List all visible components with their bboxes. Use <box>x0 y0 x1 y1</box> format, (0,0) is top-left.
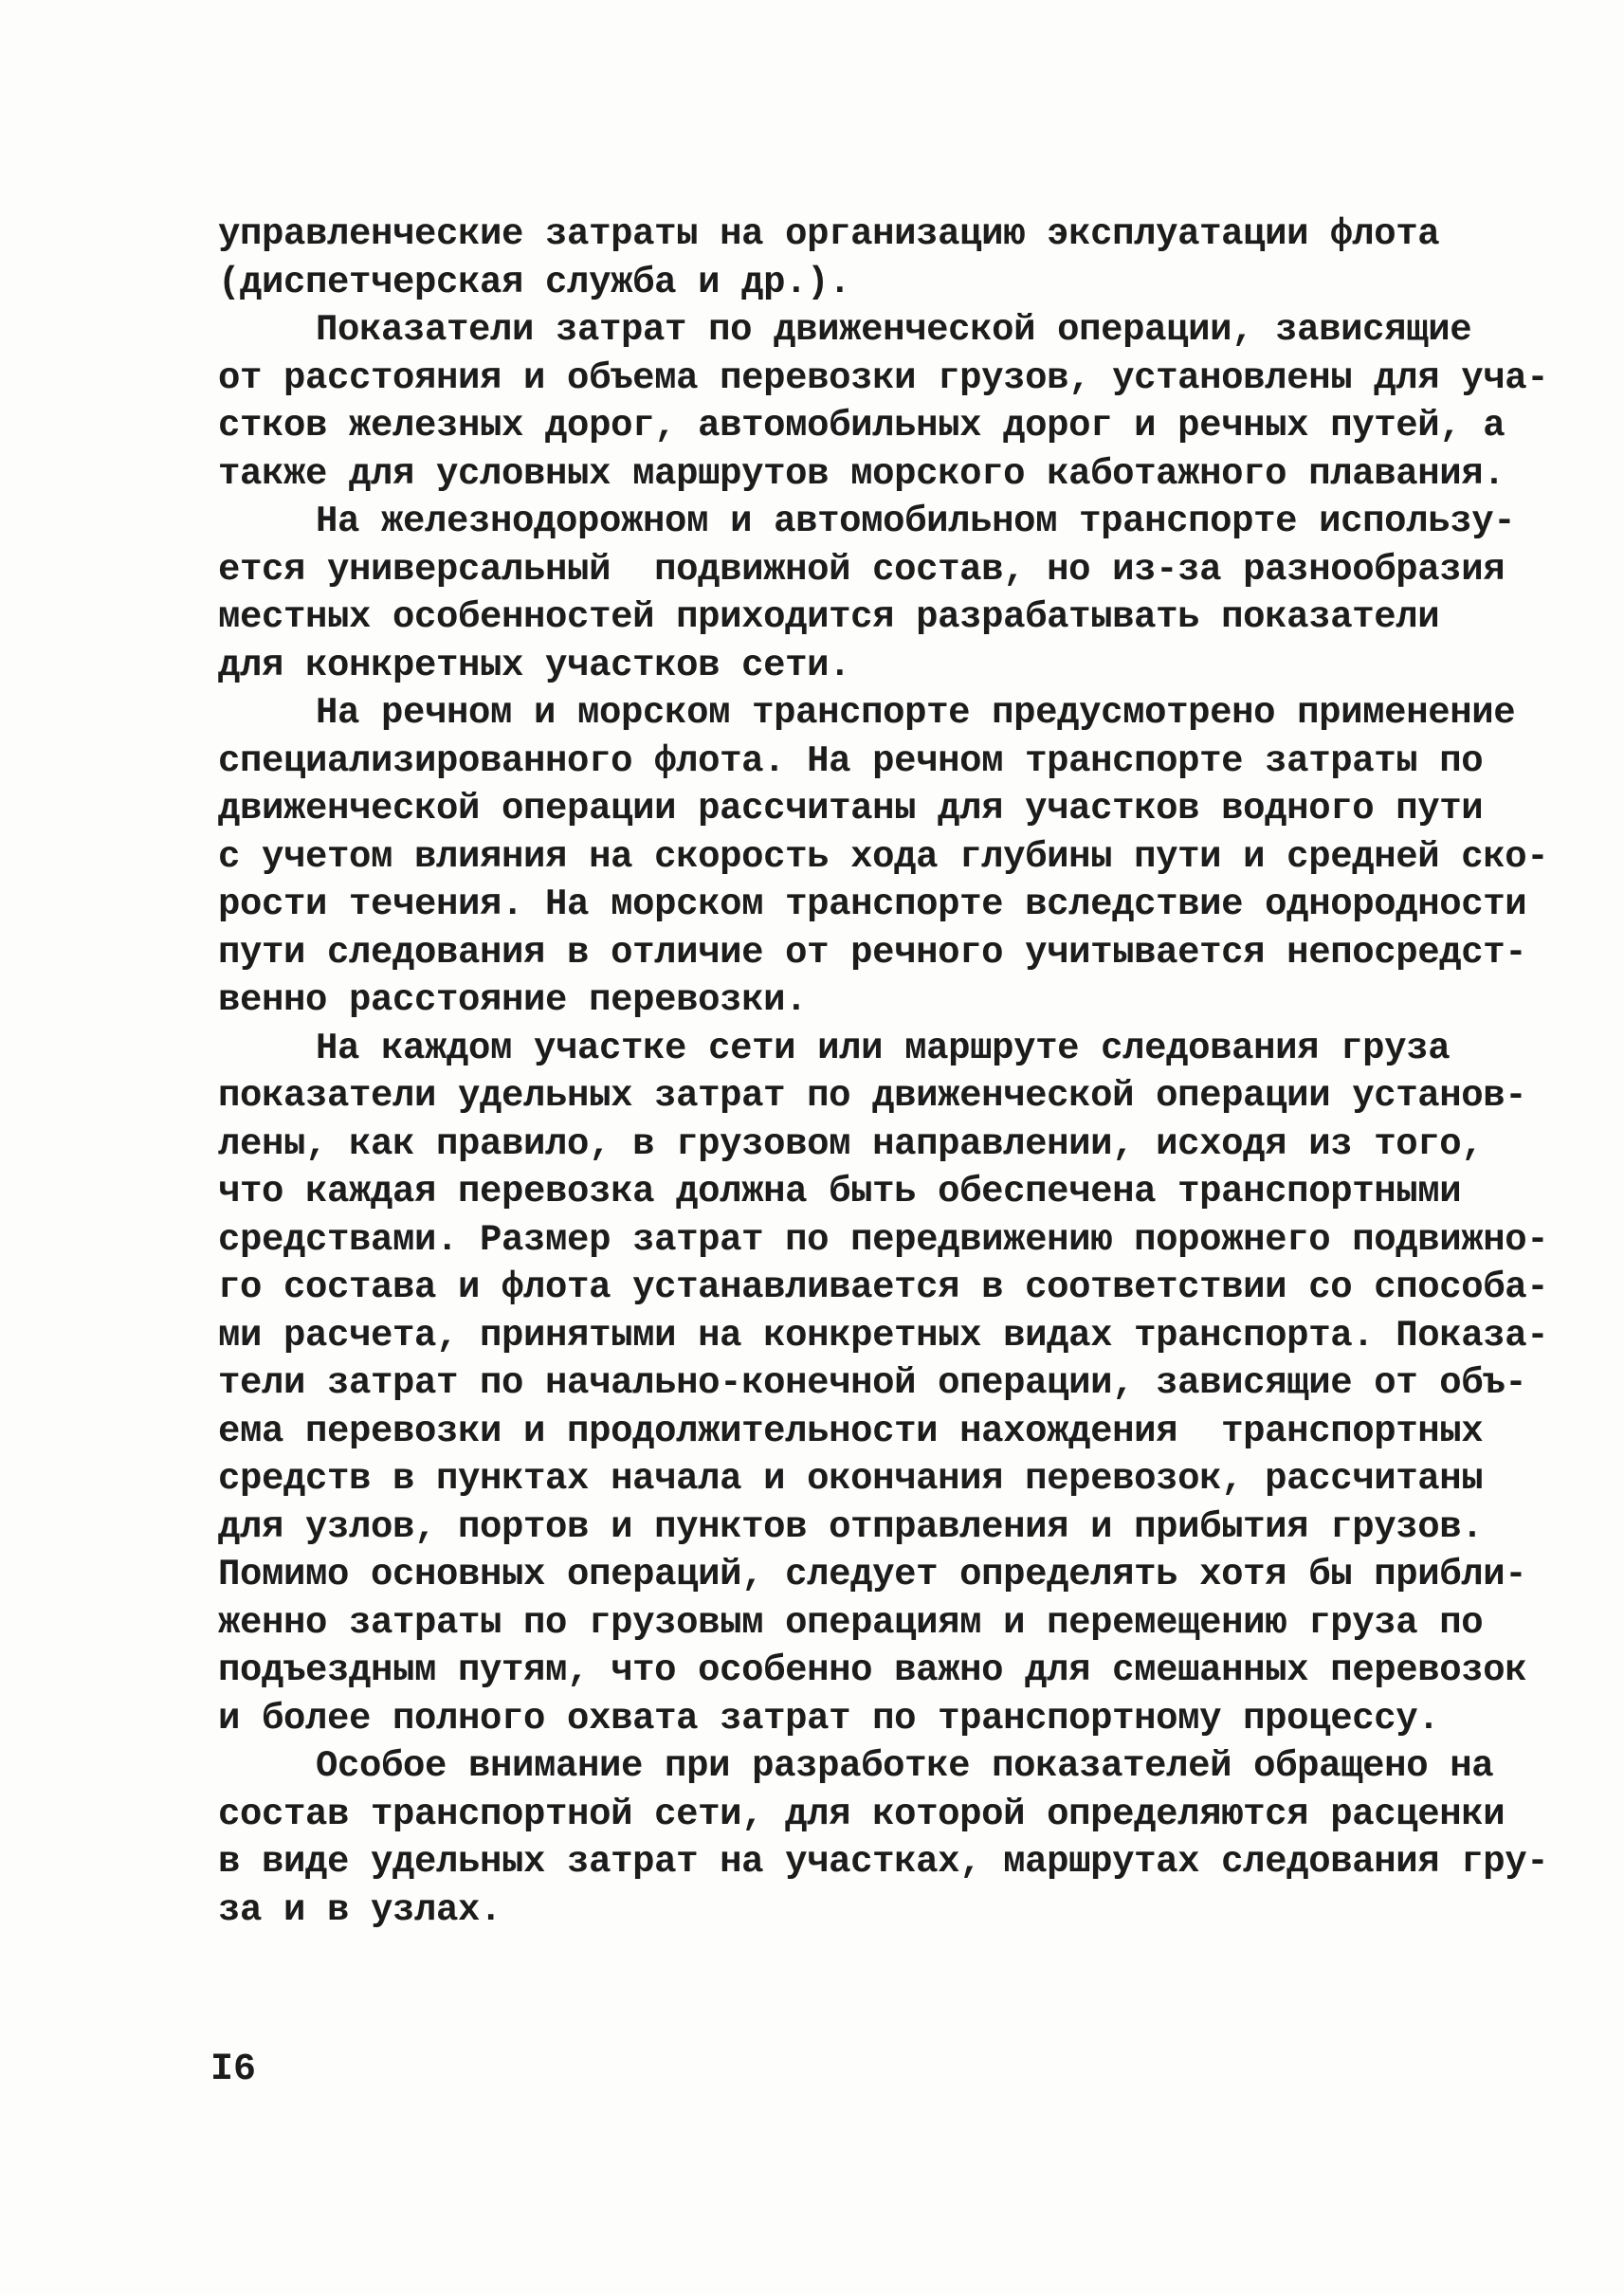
text-line: женно затраты по грузовым операциям и перемещению груза по <box>218 1601 1484 1644</box>
text-line: специализированного флота. На речном транспорте затраты по <box>218 739 1484 782</box>
text-line: средствами. Размер затрат по передвижению порожнего подвижно- <box>218 1218 1549 1261</box>
text-line: в виде удельных затрат на участках, маршрутах следования гру- <box>218 1841 1549 1883</box>
text-line: подъездным путям, что особенно важно для смешанных перевозок <box>218 1649 1527 1691</box>
page-number: I6 <box>210 2049 257 2091</box>
body-text <box>218 210 1549 1934</box>
text-line: Помимо основных операций, следует определять хотя бы прибли- <box>218 1554 1527 1595</box>
text-line: для конкретных участков сети. <box>218 644 851 686</box>
text-line: местных особенностей приходится разрабатывать показатели <box>218 596 1440 638</box>
text-line: и более полного охвата затрат по транспортному процессу. <box>218 1697 1440 1739</box>
text-line: показатели удельных затрат по движенческой операции установ- <box>218 1075 1527 1117</box>
text-line: с учетом влияния на скорость хода глубины пути и средней ско- <box>218 835 1549 878</box>
text-line: что каждая перевозка должна быть обеспечена транспортными <box>218 1171 1462 1212</box>
text-line: На железнодорожном и автомобильном транспорте использу- <box>316 501 1516 542</box>
text-line: для узлов, портов и пунктов отправления и прибытия грузов. <box>218 1505 1484 1548</box>
text-line: Особое внимание при разработке показателей обращено на <box>316 1745 1494 1787</box>
text-line: управленческие затраты на организацию эксплуатации флота <box>218 213 1440 255</box>
text-line: движенческой операции рассчитаны для участков водного пути <box>218 788 1484 829</box>
text-line: (диспетчерская служба и др.). <box>218 261 851 303</box>
text-line: стков железных дорог, автомобильных дорог и речных путей, а <box>218 405 1505 446</box>
text-line: венно расстояние перевозки. <box>218 979 808 1021</box>
text-line: от расстояния и объема перевозки грузов, установлены для уча- <box>218 356 1549 399</box>
text-line: тели затрат по начально-конечной операции, зависящие от объ- <box>218 1362 1527 1404</box>
text-line: лены, как правило, в грузовом направлении, исходя из того, <box>218 1122 1484 1165</box>
text-line: На речном и морском транспорте предусмотрено применение <box>316 692 1516 734</box>
text-line: пути следования в отличие от речного учитывается непосредст- <box>218 931 1527 974</box>
text-line: ми расчета, принятыми на конкретных видах транспорта. Показа- <box>218 1314 1549 1357</box>
text-line: го состава и флота устанавливается в соответствии со способа- <box>218 1266 1549 1308</box>
text-line: средств в пунктах начала и окончания перевозок, рассчитаны <box>218 1458 1484 1500</box>
text-line: Показатели затрат по движенческой операции, зависящие <box>316 309 1472 351</box>
text-line: ется универсальный подвижной состав, но из-за разнообразия <box>218 548 1505 591</box>
text-line: ема перевозки и продолжительности нахождения транспортных <box>218 1410 1484 1452</box>
text-line: состав транспортной сети, для которой определяются расценки <box>218 1793 1505 1835</box>
text-line: рости течения. На морском транспорте вследствие однородности <box>218 883 1527 925</box>
text-line: также для условных маршрутов морского каботажного плавания. <box>218 452 1505 495</box>
text-line: за и в узлах. <box>218 1888 502 1931</box>
text-line: На каждом участке сети или маршруте следования груза <box>316 1027 1451 1069</box>
